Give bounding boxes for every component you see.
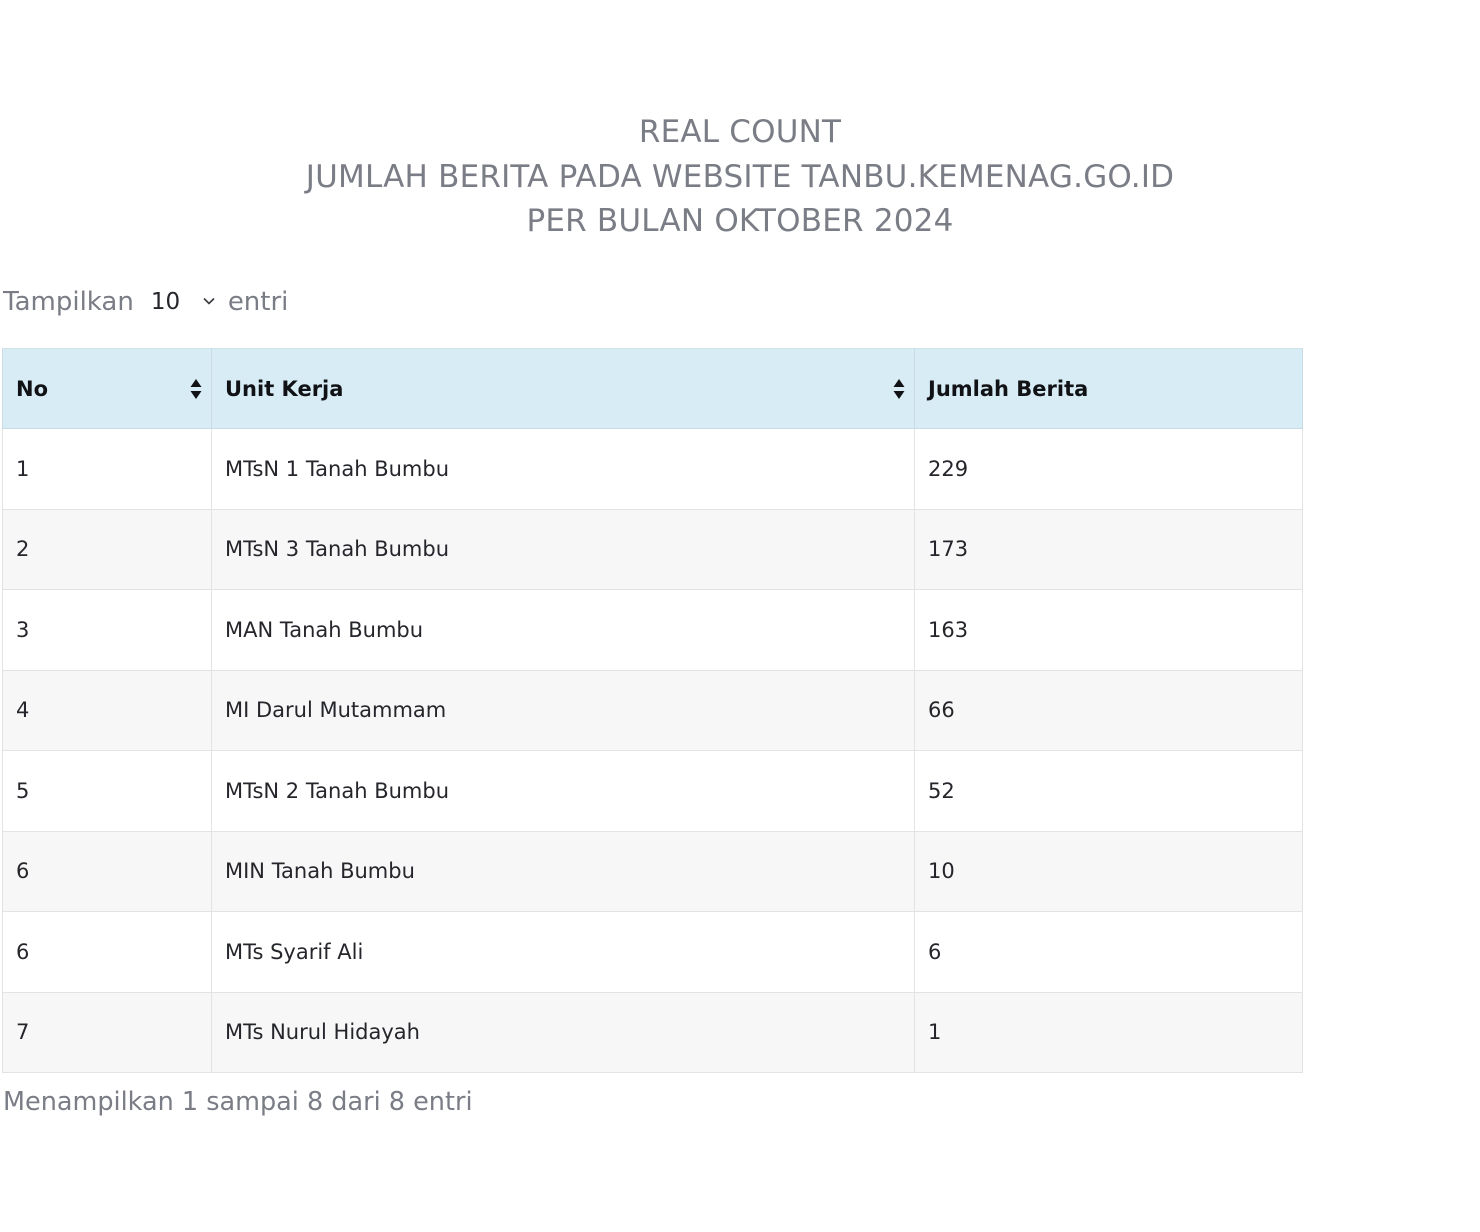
- table-row: [3, 992, 1303, 1073]
- sort-icon: [893, 378, 905, 400]
- chevron-down-icon: [203, 297, 215, 305]
- cell-no: 7: [3, 992, 212, 1073]
- cell-no: 6: [3, 912, 212, 993]
- table-row: [3, 509, 1303, 590]
- entries-per-page-value: 10: [150, 289, 181, 315]
- cell-unit-kerja: MTsN 2 Tanah Bumbu: [212, 751, 915, 832]
- column-header-label: Jumlah Berita: [928, 376, 1089, 401]
- table-row: [3, 751, 1303, 832]
- table-row: [3, 670, 1303, 751]
- cell-unit-kerja: MTs Nurul Hidayah: [212, 992, 915, 1073]
- title-line-2: JUMLAH BERITA PADA WEBSITE TANBU.KEMENAG.GO.ID: [305, 158, 1175, 195]
- cell-no: 3: [3, 590, 212, 671]
- table-info-text: Menampilkan 1 sampai 8 dari 8 entri: [3, 1087, 473, 1117]
- table-row: [3, 590, 1303, 671]
- title-line-3: PER BULAN OKTOBER 2024: [526, 203, 954, 239]
- cell-jumlah-berita: 163: [915, 590, 1303, 671]
- cell-jumlah-berita: 6: [915, 912, 1303, 993]
- cell-jumlah-berita: 52: [915, 751, 1303, 832]
- cell-no: 6: [3, 831, 212, 912]
- entries-per-page-select[interactable]: [151, 282, 216, 322]
- cell-unit-kerja: MTsN 1 Tanah Bumbu: [212, 429, 915, 510]
- entries-suffix-label: entri: [227, 287, 289, 317]
- column-header-unit-kerja[interactable]: [212, 349, 915, 429]
- entries-length-control: [3, 281, 288, 323]
- sort-icon: [190, 378, 202, 400]
- cell-unit-kerja: MI Darul Mutammam: [212, 670, 915, 751]
- table-row: [3, 912, 1303, 993]
- page-title: [0, 110, 1480, 244]
- cell-unit-kerja: MTs Syarif Ali: [212, 912, 915, 993]
- table-header-row: [3, 349, 1303, 429]
- title-line-1: REAL COUNT: [638, 114, 842, 150]
- data-table-container: [2, 348, 1089, 1074]
- cell-no: 1: [3, 429, 212, 510]
- column-header-label: No: [16, 376, 49, 401]
- cell-no: 4: [3, 670, 212, 751]
- cell-jumlah-berita: 229: [915, 429, 1303, 510]
- cell-jumlah-berita: 1: [915, 992, 1303, 1073]
- cell-jumlah-berita: 66: [915, 670, 1303, 751]
- cell-jumlah-berita: 10: [915, 831, 1303, 912]
- entries-prefix-label: Tampilkan: [3, 287, 134, 317]
- column-header-no[interactable]: [3, 349, 212, 429]
- data-table: [2, 348, 1303, 1073]
- cell-no: 5: [3, 751, 212, 832]
- cell-unit-kerja: MAN Tanah Bumbu: [212, 590, 915, 671]
- table-row: [3, 429, 1303, 510]
- cell-no: 2: [3, 509, 212, 590]
- column-header-label: Unit Kerja: [225, 376, 344, 401]
- cell-unit-kerja: MTsN 3 Tanah Bumbu: [212, 509, 915, 590]
- cell-jumlah-berita: 173: [915, 509, 1303, 590]
- column-header-jumlah-berita[interactable]: [915, 349, 1303, 429]
- table-row: [3, 831, 1303, 912]
- cell-unit-kerja: MIN Tanah Bumbu: [212, 831, 915, 912]
